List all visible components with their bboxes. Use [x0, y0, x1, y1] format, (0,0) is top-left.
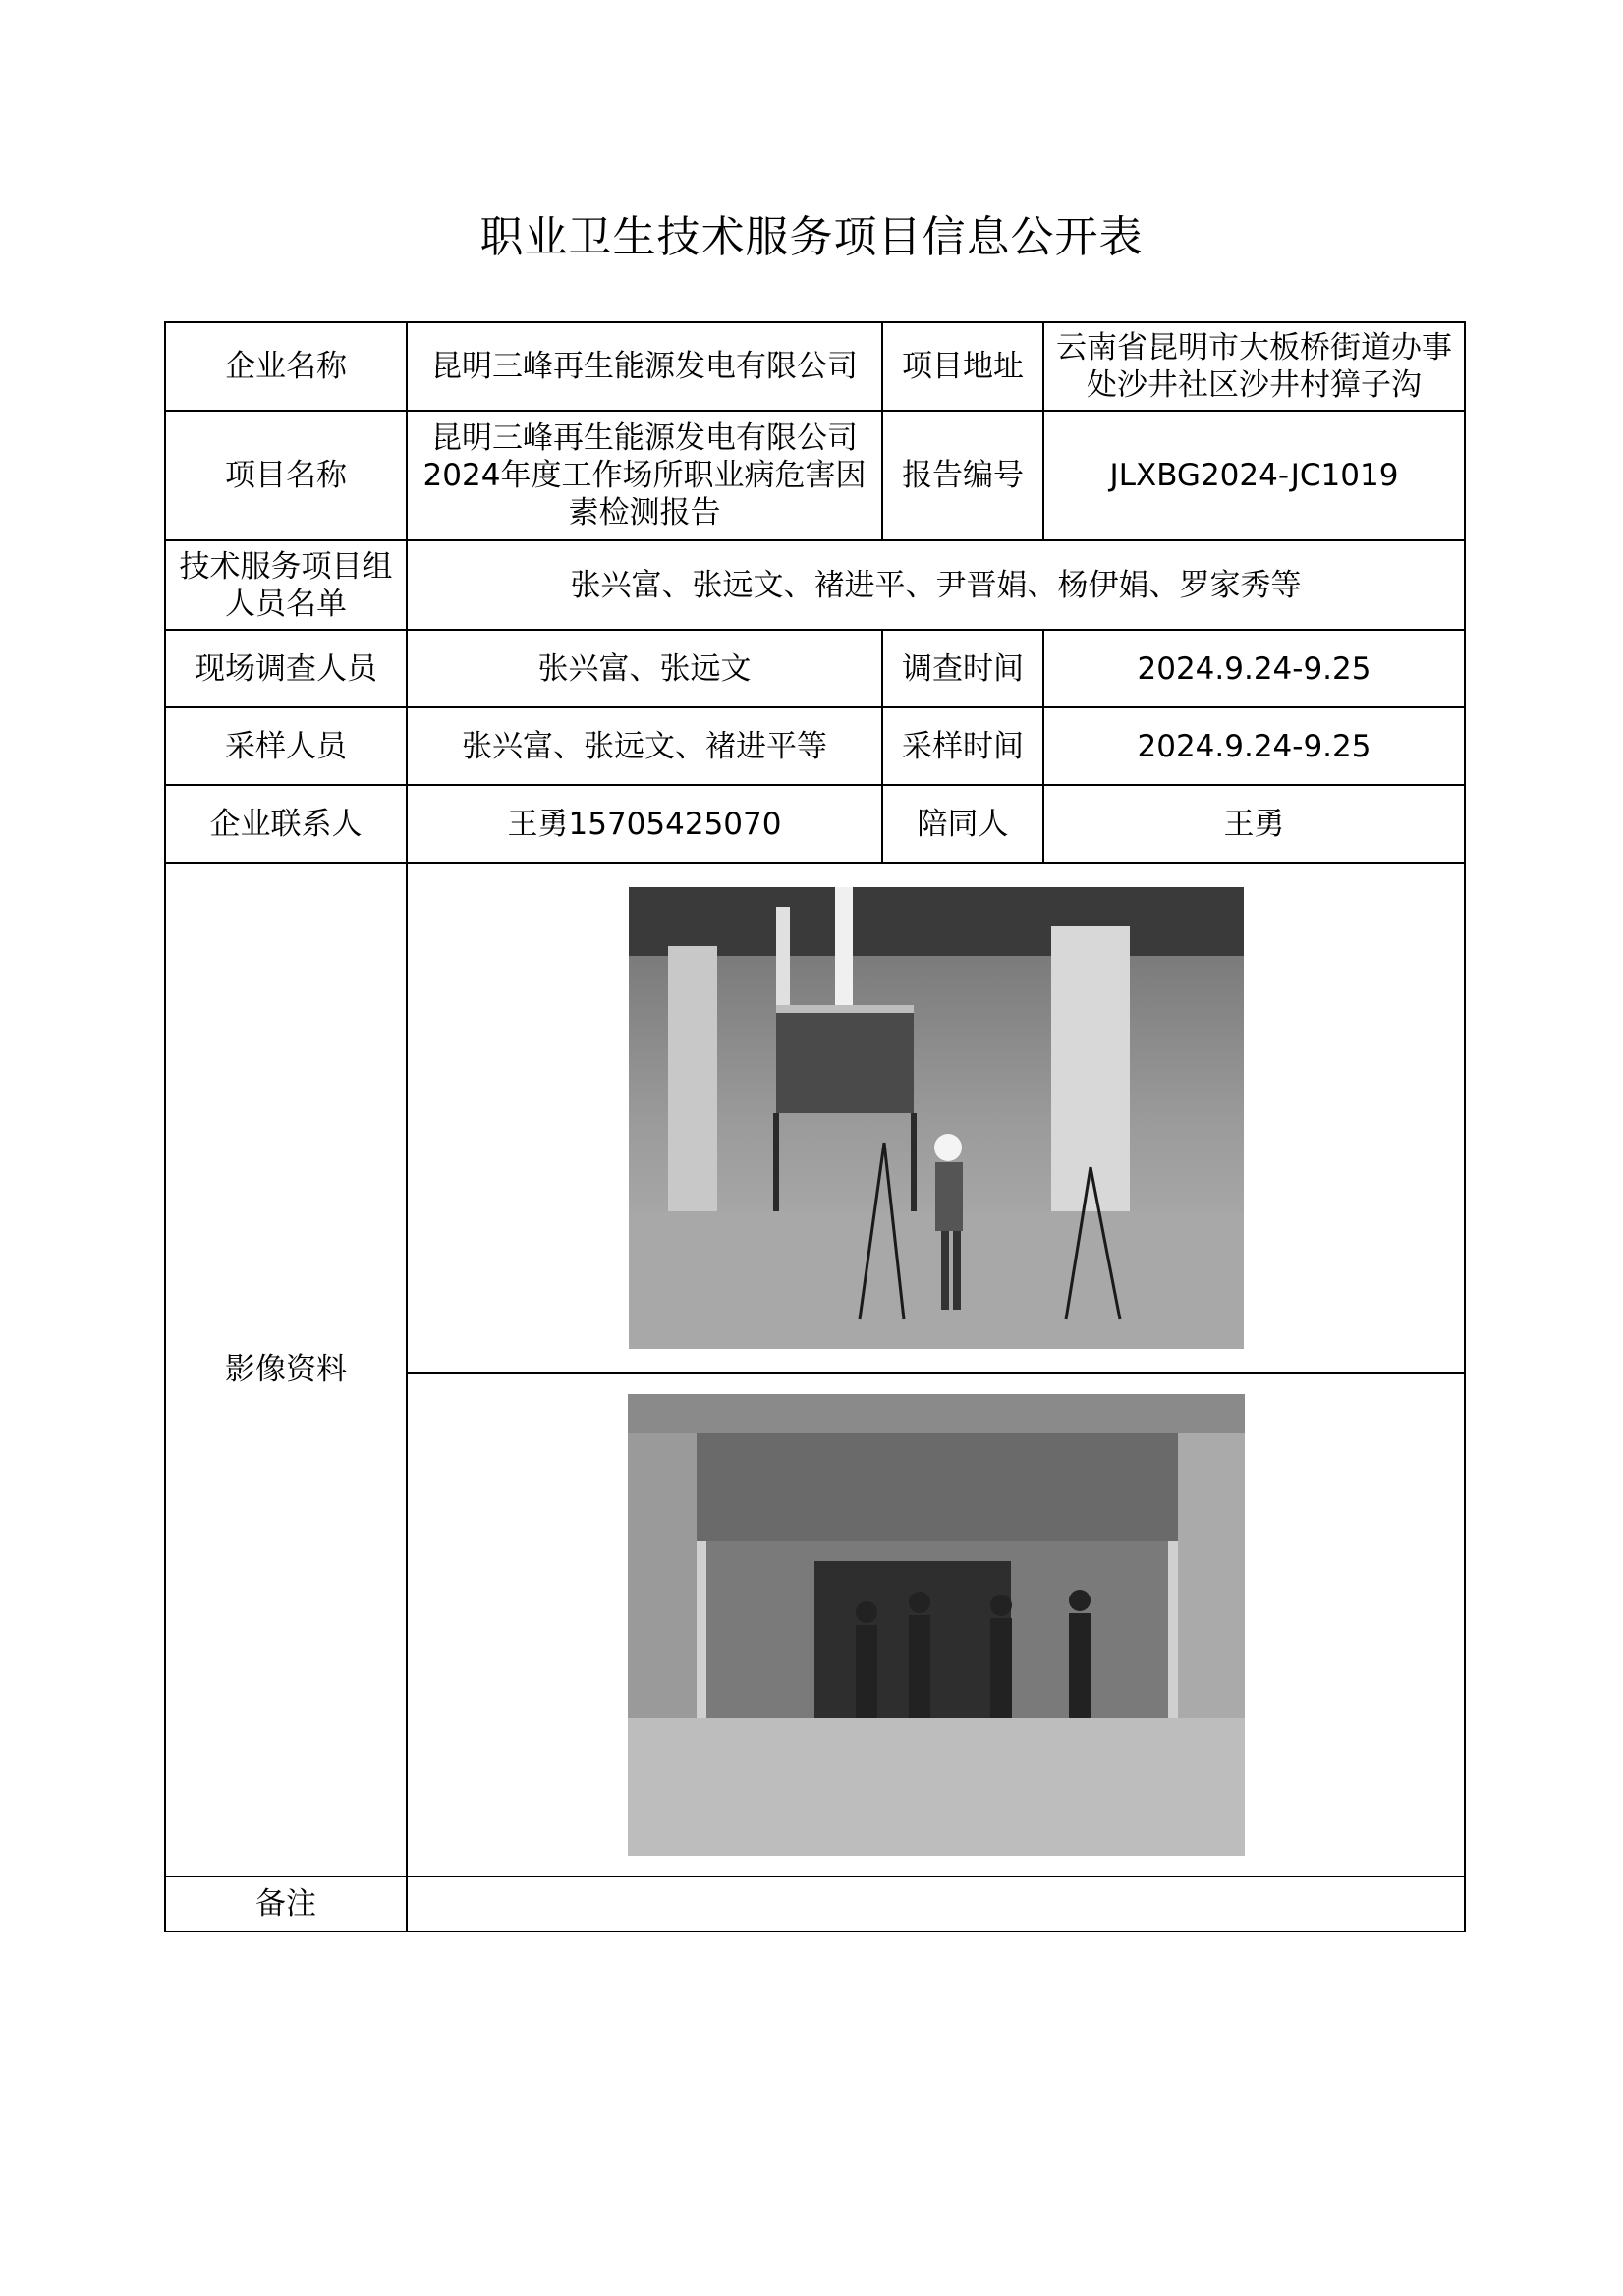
- report-no-label: 报告编号: [882, 411, 1043, 540]
- escort-value: 王勇: [1043, 785, 1465, 863]
- escort-label: 陪同人: [882, 785, 1043, 863]
- page-title: 职业卫生技术服务项目信息公开表: [479, 212, 1144, 262]
- team-value: 张兴富、张远文、褚进平、尹晋娟、杨伊娟、罗家秀等: [407, 540, 1465, 630]
- survey-time-value: 2024.9.24-9.25: [1043, 630, 1465, 707]
- survey-time-label: 调查时间: [882, 630, 1043, 707]
- project-value: 昆明三峰再生能源发电有限公司2024年度工作场所职业病危害因素检测报告: [407, 411, 882, 540]
- sampler-label: 采样人员: [165, 707, 407, 785]
- address-value: 云南省昆明市大板桥街道办事处沙井社区沙井村獐子沟: [1043, 322, 1465, 411]
- sampling-time-value: 2024.9.24-9.25: [1043, 707, 1465, 785]
- survey-staff-label: 现场调查人员: [165, 630, 407, 707]
- images-label: 影像资料: [165, 863, 407, 1876]
- company-value: 昆明三峰再生能源发电有限公司: [407, 322, 882, 411]
- survey-staff-value: 张兴富、张远文: [407, 630, 882, 707]
- team-entrance-photo: [628, 1394, 1245, 1856]
- project-label: 项目名称: [165, 411, 407, 540]
- contact-value: 王勇15705425070: [407, 785, 882, 863]
- remarks-label: 备注: [165, 1876, 407, 1932]
- photo-cell-2: [407, 1373, 1465, 1876]
- site-survey-photo: [629, 887, 1244, 1349]
- info-table: [164, 321, 1466, 1932]
- remarks-value: [407, 1876, 1465, 1932]
- sampling-time-label: 采样时间: [882, 707, 1043, 785]
- sampler-value: 张兴富、张远文、褚进平等: [407, 707, 882, 785]
- company-label: 企业名称: [165, 322, 407, 411]
- team-label: 技术服务项目组人员名单: [165, 540, 407, 630]
- address-label: 项目地址: [882, 322, 1043, 411]
- report-no-value: JLXBG2024-JC1019: [1043, 411, 1465, 540]
- photo-cell-1: [407, 863, 1465, 1373]
- contact-label: 企业联系人: [165, 785, 407, 863]
